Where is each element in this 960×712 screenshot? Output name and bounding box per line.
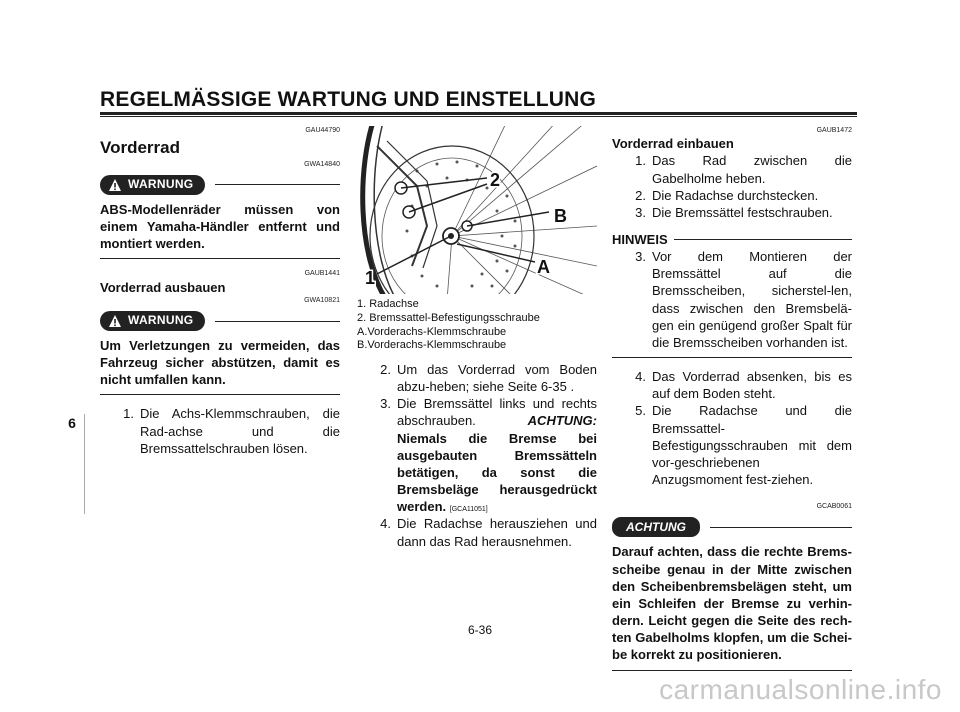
header-rule [100, 112, 857, 115]
warning-label: WARNUNG [128, 313, 194, 328]
subsection-title: Vorderrad ausbauen [100, 279, 226, 295]
step-item [357, 395, 597, 515]
figure-label-a: A [537, 257, 550, 277]
header-rule-thin [100, 116, 857, 117]
section-code: GAUB1472 [816, 127, 852, 134]
step-item [612, 368, 852, 402]
step-item [357, 515, 597, 549]
page-header-title: REGELMÄSSIGE WARTUNG UND EINSTELLUNG [100, 88, 597, 111]
caution-code: GCAB0061 [816, 503, 852, 511]
hinweis-label: HINWEIS [612, 232, 668, 248]
step-number: 2. [635, 187, 646, 203]
step-text [397, 395, 597, 515]
step-number: 3. [635, 204, 646, 220]
warning-end-rule-2 [100, 394, 340, 395]
warning-header-2 [100, 311, 340, 331]
achtung-rule [710, 527, 852, 528]
achtung-end-rule [612, 670, 852, 671]
step-item [612, 152, 852, 186]
achtung-header [612, 517, 852, 537]
step-number: 3. [635, 249, 646, 265]
achtung-inline-text: Niemals die Bremse bei ausgebauten Bremssätteln betätigen, da sonst die Bremsbeläge herausgedrückt werden. [397, 430, 597, 515]
step-number: 5. [635, 403, 646, 419]
subsection-code: GAUB1441 [304, 270, 340, 278]
warning-rule [215, 184, 340, 185]
section-code: GAU44790 [305, 127, 340, 134]
warning-code: GWA14840 [304, 160, 340, 168]
figure-label-b: B [554, 206, 567, 226]
section-title: Vorderrad [100, 138, 180, 158]
step-text: Vor dem Montieren der Bremssättel auf die Bremsscheiben, sicherstel-len, dass zwischen den Bremsbelä-gen ein genügend großer Spalt für die Bremsscheiben vorhanden ist. [652, 249, 852, 350]
caption-item: B.Vorderachs-Klemmschraube [357, 339, 507, 352]
step-item [612, 248, 852, 351]
warning-text-2: Um Verletzungen zu vermeiden, das Fahrzeug sicher abstützen, damit es nicht umfallen kann. [100, 338, 340, 388]
step-text: Die Radachse und die Bremssattel-Befestigungsschrauben mit dem vor-geschriebenen Anzugsmoment fest-ziehen. [652, 403, 852, 488]
step-text: Die Radachse durchstecken. [652, 187, 819, 203]
step-number: 1. [635, 153, 646, 169]
achtung-badge: ACHTUNG [612, 517, 700, 537]
figure-caption [357, 298, 597, 353]
wheel-drawing [357, 126, 597, 294]
hinweis-header [612, 231, 852, 248]
warning-badge [100, 175, 205, 195]
column-middle [357, 126, 597, 550]
warning-text: ABS-Modellenräder müssen von einem Yamaha-Händler entfernt und montiert werden. [100, 201, 340, 252]
step-code: [GCA11051] [449, 506, 488, 514]
step-number: 3. [380, 396, 391, 412]
figure-label-1: 1 [365, 268, 376, 288]
chapter-tab: 6 [60, 414, 85, 514]
warning-badge-2 [100, 311, 205, 331]
step-text: Die Radachse herausziehen und dann das Rad herausnehmen. [397, 516, 597, 549]
warning-code-2: GWA10821 [304, 296, 340, 304]
achtung-text: Darauf achten, dass die rechte Brems-scheibe genau in der Mitte zwischen den Scheibenbremsbelägen steht, um ein Schleifen der Bremse zu verhin-dern. Leicht gegen die Seite des rech-ten Gabelholms klopfen, um die Schei-be korrekt zu positionieren. [612, 544, 852, 663]
caption-item: A.Vorderachs-Klemmschraube [357, 325, 507, 338]
step-item [100, 405, 340, 456]
step-text: Das Rad zwischen die Gabelholme heben. [652, 153, 852, 186]
hinweis-rule [674, 239, 852, 240]
step-text: Die Achs-Klemmschrauben, die Rad-achse und die Bremssattelschrauben lösen. [140, 406, 340, 456]
watermark: carmanualsonline.info [659, 674, 942, 705]
step-text: Das Vorderrad absenken, bis es auf dem Boden steht. [652, 369, 852, 402]
step-number: 2. [380, 362, 391, 377]
step-item [612, 402, 852, 488]
figure-label-2: 2 [490, 170, 501, 190]
warning-rule [215, 321, 340, 322]
step-item [612, 204, 852, 221]
caption-item: 1. Radachse [357, 298, 419, 310]
warning-triangle-icon [108, 314, 122, 328]
warning-end-rule [100, 258, 340, 259]
step-plain: Die Bremssättel links und rechts abschrauben. [397, 396, 597, 429]
warning-header [100, 175, 340, 195]
step-number: 4. [380, 516, 391, 532]
step-text: Die Bremssättel festschrauben. [652, 204, 833, 220]
step-item [612, 187, 852, 204]
warning-triangle-icon [108, 178, 122, 192]
subsection-title: Vorderrad einbauen [612, 136, 734, 152]
step-number: 1. [123, 406, 134, 422]
caption-item: 2. Bremssattel-Befestigungsschraube [357, 311, 540, 324]
column-left [100, 126, 340, 457]
wheel-illustration [357, 126, 597, 294]
hinweis-end-rule [612, 357, 852, 358]
column-right [612, 126, 852, 681]
step-text: Um das Vorderrad vom Boden abzu-heben; siehe Seite 6-35 . [397, 362, 597, 395]
step-item [357, 361, 597, 395]
warning-label: WARNUNG [128, 176, 194, 191]
achtung-inline: ACHTUNG: [527, 413, 597, 429]
page-number: 6-36 [467, 623, 493, 637]
step-number: 4. [635, 369, 646, 385]
